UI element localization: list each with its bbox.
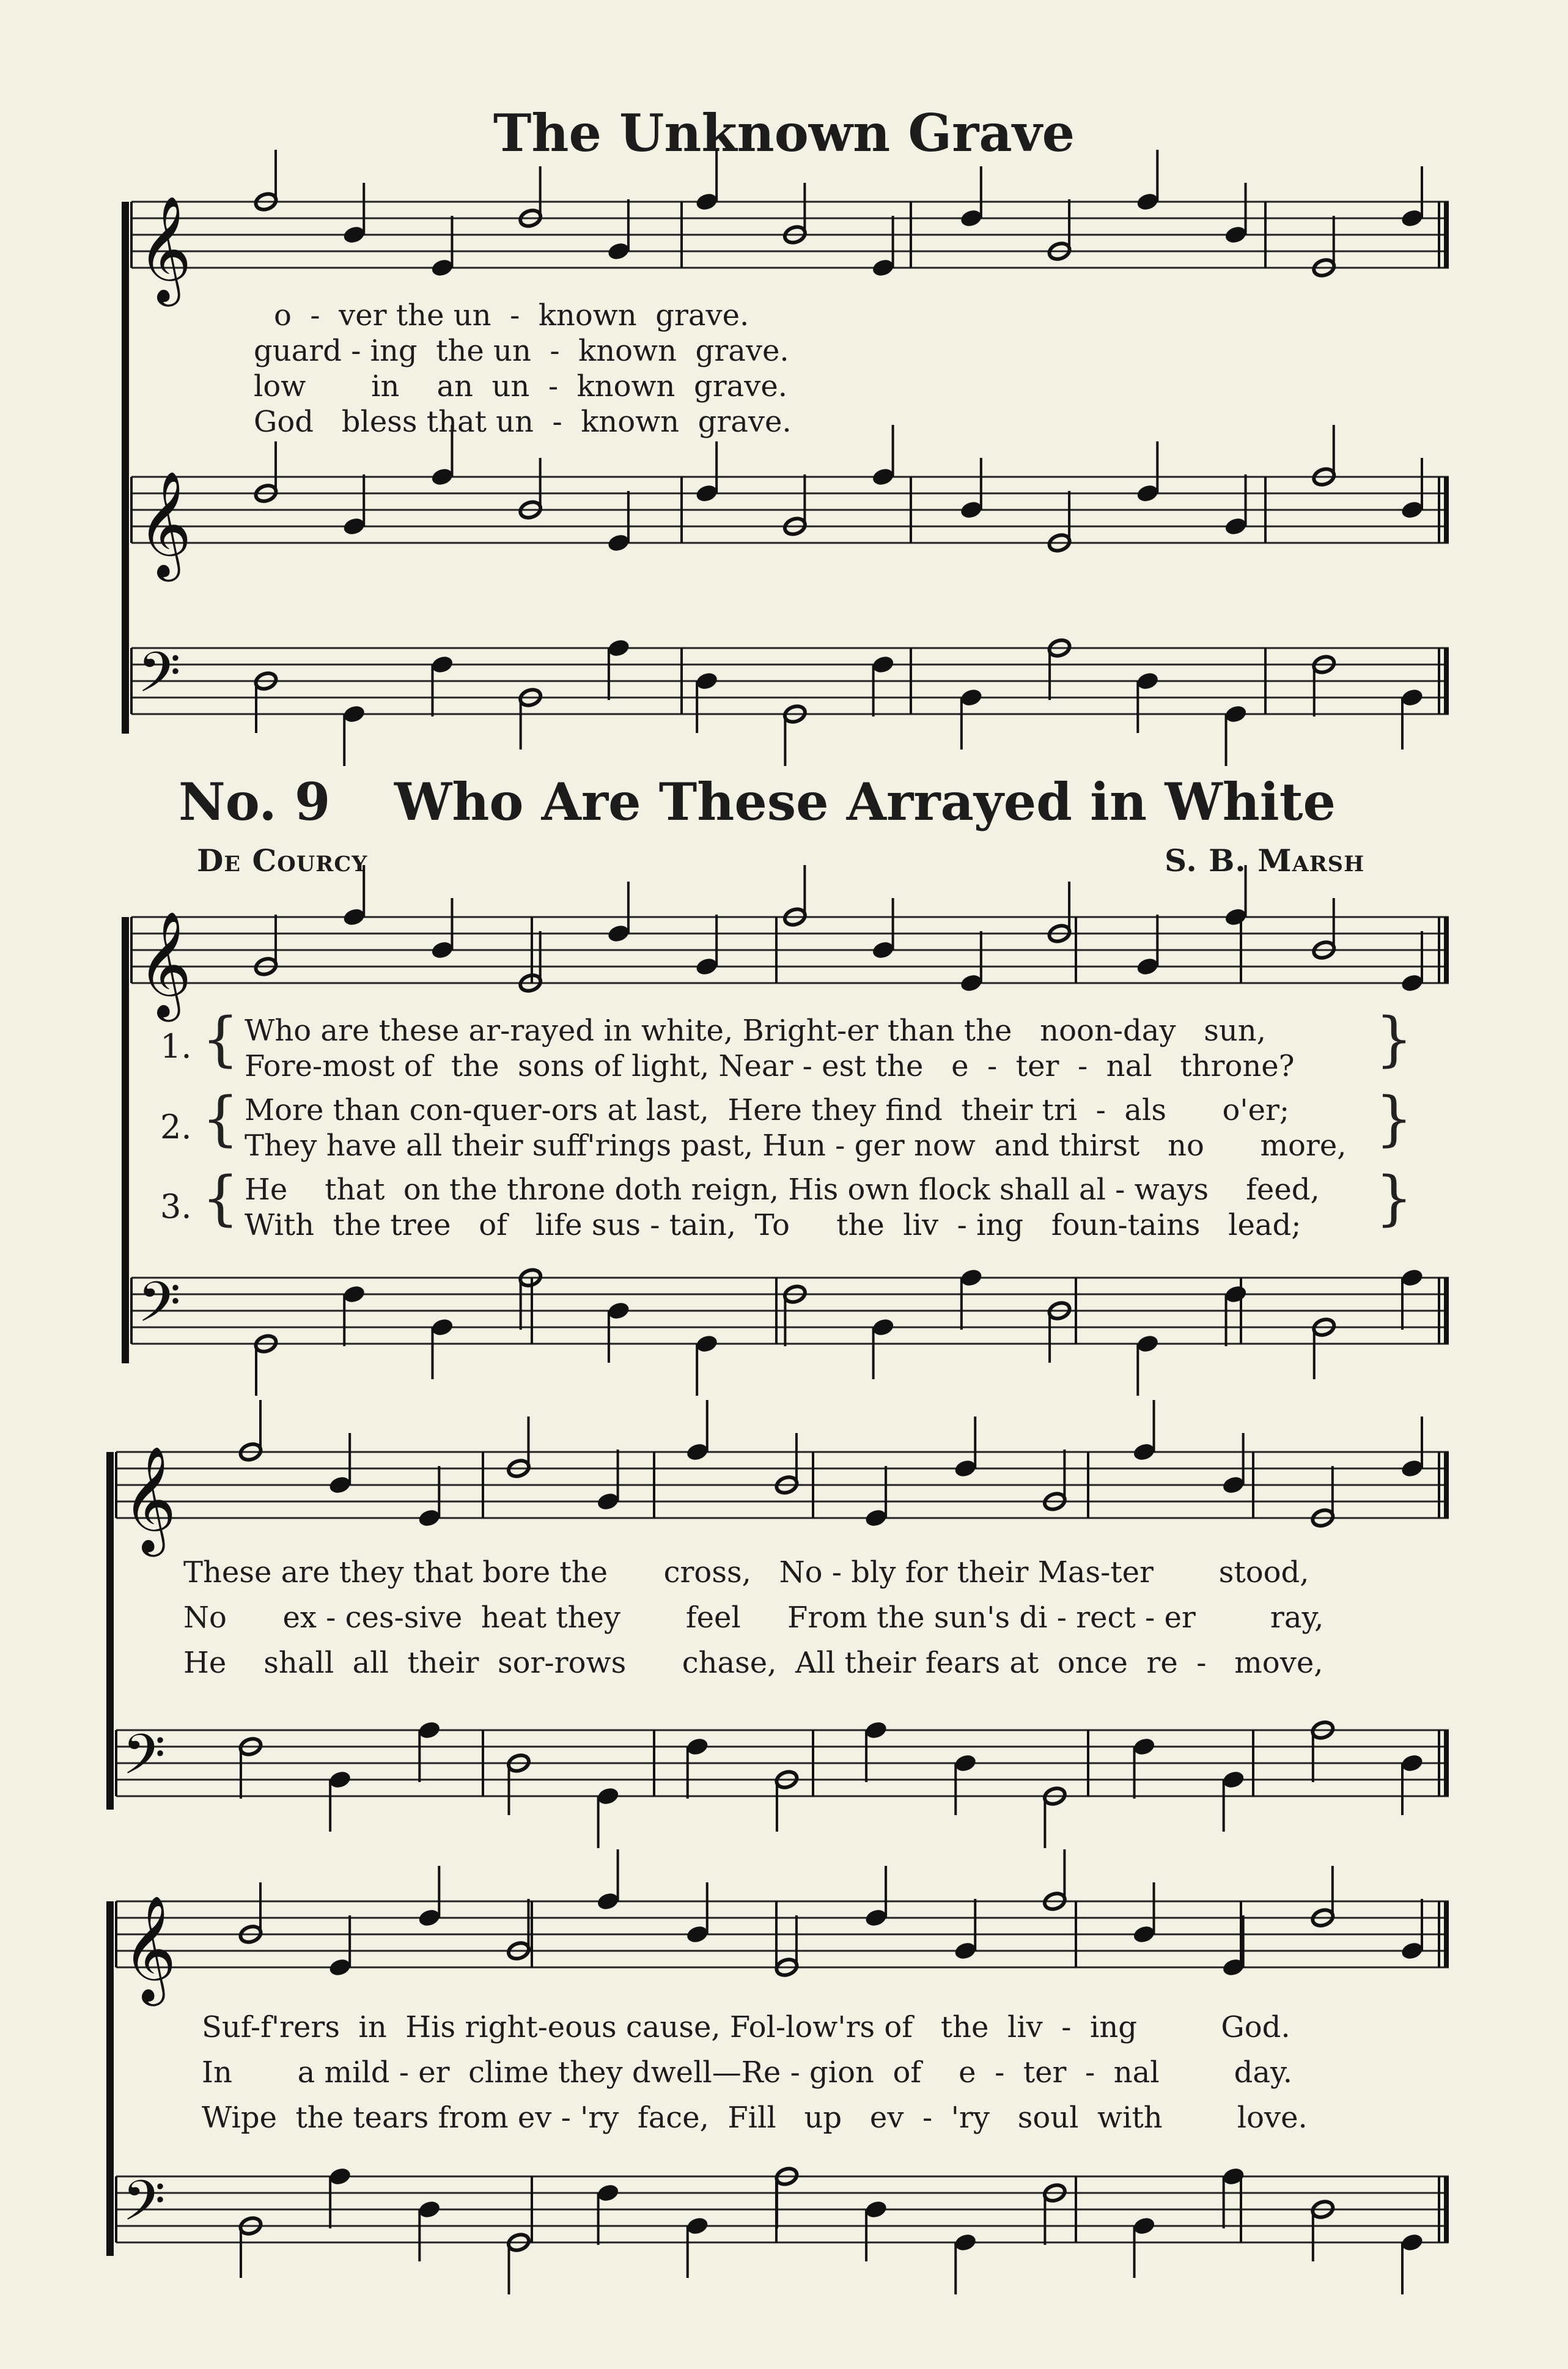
treble-clef-icon: 𝄞	[122, 1446, 177, 1552]
treble-clef-icon: 𝄞	[138, 471, 192, 577]
lyricist-credit: De Courcy	[197, 842, 368, 879]
ending-line2: In a mild - er clime they dwell—Re - gion of e - ter - nal day.	[202, 2055, 1292, 2090]
top-lyric-line-2: guard - ing the un - known grave.	[254, 334, 789, 368]
bass-clef-icon: 𝄢	[122, 2168, 166, 2247]
refrain-line2: No ex - ces-sive heat they feel From the sun's di - rect - er ray,	[183, 1601, 1324, 1635]
top-lyric-line-1: o - ver the un - known grave.	[274, 298, 749, 333]
verse3-line1: He that on the throne doth reign, His own flock shall al - ways feed,	[245, 1173, 1320, 1207]
right-brace-2: }	[1375, 1085, 1413, 1153]
left-brace-1: {	[202, 1005, 240, 1074]
treble-clef-icon: 𝄞	[122, 1895, 177, 2002]
composer-credit: S. B. Marsh	[1165, 842, 1365, 879]
top-lyric-line-3: low in an un - known grave.	[254, 369, 788, 403]
left-brace-2: {	[202, 1085, 240, 1153]
verse1-line2: Fore-most of the sons of light, Near - est the e - ter - nal throne?	[245, 1049, 1295, 1083]
bass-clef-icon: 𝄢	[138, 640, 181, 718]
verse1-line1: Who are these ar-rayed in white, Bright-er than the noon-day sun,	[245, 1014, 1266, 1048]
top-lyric-line-4: God bless that un - known grave.	[254, 405, 792, 439]
treble-clef-icon: 𝄞	[138, 911, 192, 1017]
verse-label-1: 1.	[160, 1027, 192, 1066]
refrain-line1: These are they that bore the cross, No - bly for their Mas-ter stood,	[183, 1555, 1309, 1590]
right-brace-1: }	[1375, 1005, 1413, 1074]
bass-clef-icon: 𝄢	[122, 1722, 166, 1800]
verse3-line2: With the tree of life sus - tain, To the liv - ing foun-tains lead;	[245, 1208, 1301, 1242]
ending-line1: Suf-f'rers in His right-eous cause, Fol-low'rs of the liv - ing God.	[202, 2010, 1290, 2044]
right-brace-3: }	[1375, 1164, 1413, 1232]
left-brace-3: {	[202, 1164, 240, 1232]
hymn-number: No. 9	[179, 772, 331, 832]
hymn-title: Who Are These Arrayed in White	[394, 772, 1336, 832]
verse2-line1: More than con-quer-ors at last, Here they find their tri - als o'er;	[245, 1093, 1290, 1127]
treble-clef-icon: 𝄞	[138, 196, 192, 302]
ending-line3: Wipe the tears from ev - 'ry face, Fill up ev - 'ry soul with love.	[202, 2101, 1308, 2135]
verse2-line2: They have all their suff'rings past, Hun - ger now and thirst no more,	[245, 1129, 1347, 1163]
verse-label-2: 2.	[160, 1108, 192, 1146]
refrain-line3: He shall all their sor-rows chase, All their fears at once re - move,	[183, 1646, 1323, 1680]
piece-title: The Unknown Grave	[493, 103, 1075, 163]
bass-clef-icon: 𝄢	[138, 1270, 181, 1348]
verse-label-3: 3.	[160, 1187, 192, 1226]
